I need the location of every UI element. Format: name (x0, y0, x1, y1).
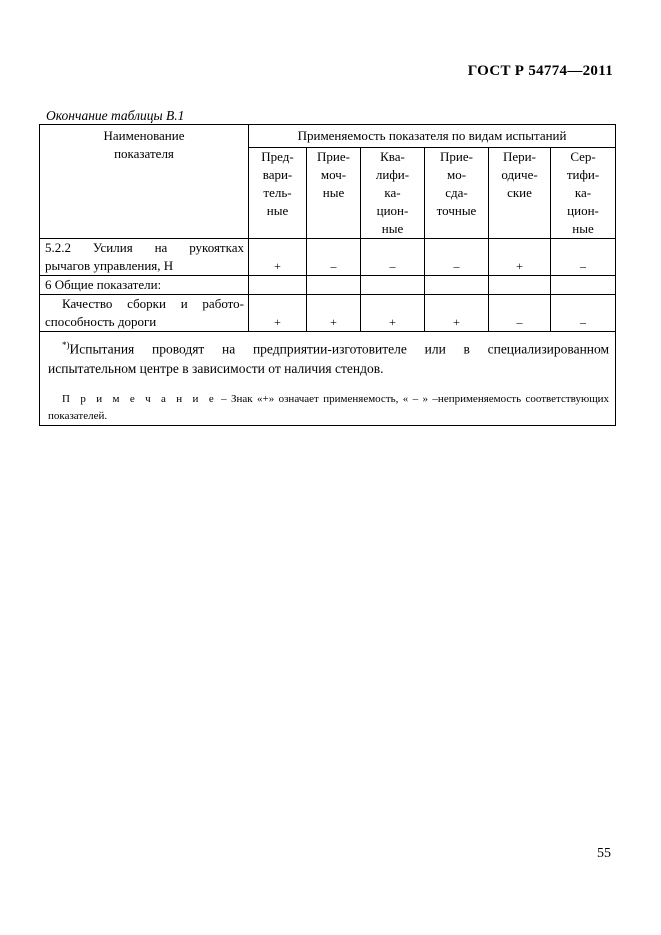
cell-value: + (489, 239, 551, 276)
column-header-periodic: Пери- одиче- ские (489, 148, 551, 239)
cell-value: – (425, 239, 489, 276)
row-name (40, 276, 249, 295)
footnote (48, 336, 609, 378)
footnote-mark: *) (62, 340, 70, 350)
document-code: ГОСТ Р 54774—2011 (467, 63, 613, 79)
applicability-table (39, 124, 616, 426)
cell-value (249, 276, 307, 295)
footnote-text: Испытания проводят на предприятии-изготовителе или в специализированном испытательном центре в зависимости от наличия стендов. (48, 341, 610, 376)
cell-value: – (361, 239, 425, 276)
column-header-qualification: Ква- лифи- ка- цион- ные (361, 148, 425, 239)
note-text: – Знак «+» означает применяемость, « – » –неприменяемость соответствующих показателей. (48, 392, 610, 422)
indicator-name-header: Наименование показателя (40, 125, 249, 239)
cell-value (489, 276, 551, 295)
column-header-preliminary: Пред- вари- тель- ные (249, 148, 307, 239)
table-row (40, 276, 616, 295)
column-header-certification: Сер- тифи- ка- цион- ные (551, 148, 616, 239)
cell-value: + (307, 295, 361, 332)
row-name (40, 295, 249, 332)
note-label: П р и м е ч а н и е (62, 392, 217, 405)
row-name-line: рычагов управления, Н (45, 258, 174, 273)
column-header-acceptance: Прие- моч- ные (307, 148, 361, 239)
cell-value: – (307, 239, 361, 276)
row-name-line: 5.2.2 Усилия на рукоятках (45, 240, 244, 255)
row-name-line: 6 Общие показатели: (45, 277, 162, 292)
cell-value: + (249, 295, 307, 332)
row-name-line: способность дороги (45, 314, 157, 329)
cell-value (425, 276, 489, 295)
footnote-cell (40, 332, 616, 426)
cell-value: – (551, 239, 616, 276)
row-name (40, 239, 249, 276)
cell-value (307, 276, 361, 295)
cell-value: + (361, 295, 425, 332)
cell-value: – (489, 295, 551, 332)
cell-value: – (551, 295, 616, 332)
table-note (48, 391, 609, 425)
row-name-line: Качество сборки и работо- (62, 296, 244, 311)
cell-value (551, 276, 616, 295)
cell-value: + (425, 295, 489, 332)
cell-value (361, 276, 425, 295)
column-header-handover: Прие- мо- сда- точные (425, 148, 489, 239)
applicability-group-header: Применяемость показателя по видам испытаний (249, 125, 616, 148)
table-row (40, 239, 616, 276)
table-row (40, 295, 616, 332)
table-caption: Окончание таблицы В.1 (46, 108, 185, 123)
page-number: 55 (597, 846, 611, 861)
cell-value: + (249, 239, 307, 276)
